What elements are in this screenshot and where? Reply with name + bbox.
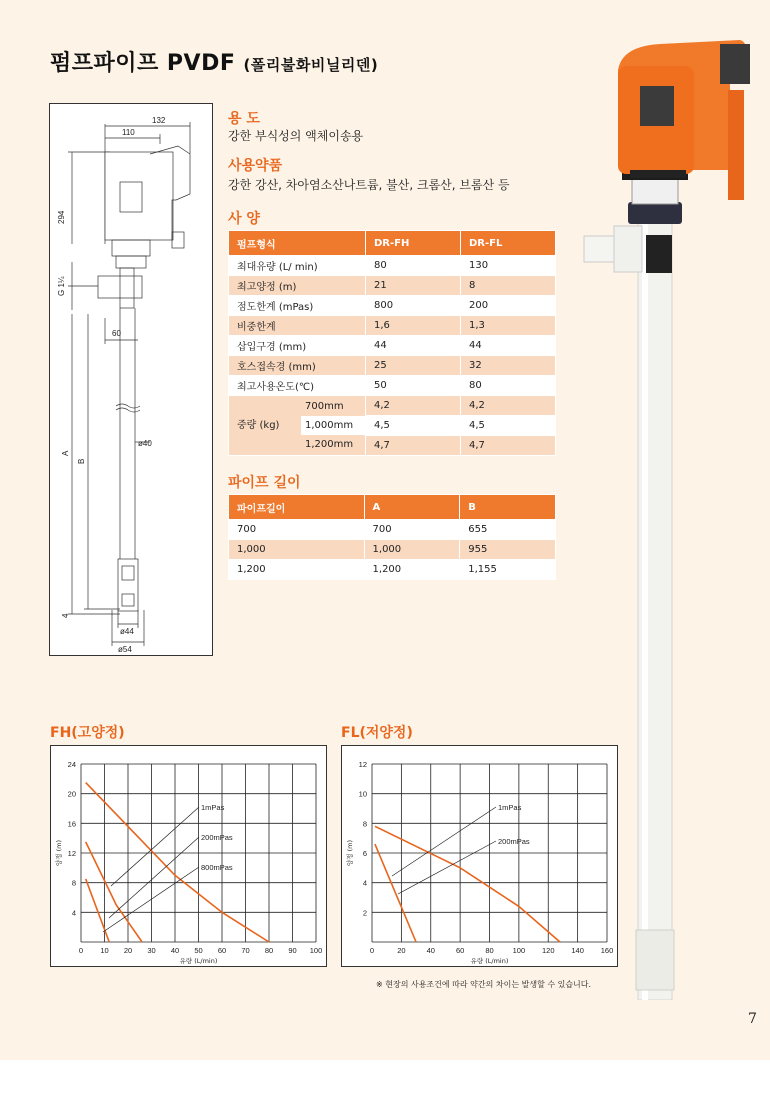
- dim-A: A: [61, 450, 70, 456]
- fh-x-tick: 10: [100, 946, 109, 955]
- usage-text: 강한 부식성의 액체이송용: [228, 129, 364, 143]
- spec-header-cell: 펌프형식: [229, 231, 366, 256]
- table-cell: 1,3: [461, 316, 556, 336]
- pipe-table: [228, 494, 556, 580]
- fh-chart-title: FH(고양정): [50, 725, 125, 741]
- fh-series-2: [86, 879, 110, 942]
- table-cell: 1,155: [460, 560, 556, 580]
- table-cell: 최고사용온도(℃): [229, 376, 366, 396]
- fl-series-0: [375, 826, 560, 942]
- weight-size: 1,200mm: [305, 439, 354, 450]
- fl-series-1: [375, 844, 416, 942]
- table-cell: 삽입구경 (mm): [229, 336, 366, 356]
- fh-x-tick: 30: [147, 946, 156, 955]
- spec-heading: 사 양: [228, 211, 260, 227]
- fh-x-tick: 60: [217, 946, 227, 955]
- fh-x-tick: 40: [170, 946, 180, 955]
- fl-x-tick: 120: [541, 946, 555, 955]
- dim-294: 294: [57, 210, 66, 224]
- usage-heading: 용 도: [228, 111, 260, 127]
- fl-y-label: 양정 (m): [346, 839, 354, 867]
- table-row: [229, 256, 556, 276]
- dim-B: B: [77, 458, 86, 464]
- pipe-header-cell: A: [364, 495, 460, 520]
- table-row: [229, 560, 556, 580]
- fh-y-tick: 12: [67, 849, 76, 858]
- fh-leader-0: [111, 807, 199, 886]
- fl-x-tick: 0: [369, 946, 375, 955]
- table-cell: 점도한계 (mPas): [229, 296, 366, 316]
- fl-x-tick: 100: [512, 946, 526, 955]
- table-cell: 955: [460, 540, 556, 560]
- fh-x-tick: 20: [123, 946, 133, 955]
- table-cell: 32: [461, 356, 556, 376]
- fh-leader-2: [103, 867, 199, 932]
- fh-chart-svg: [51, 746, 326, 966]
- table-cell: 비중한계: [229, 316, 366, 336]
- page-title: [50, 46, 378, 77]
- chemicals-heading: 사용약품: [228, 158, 283, 174]
- fl-chart: [341, 745, 618, 967]
- table-cell: 80: [461, 376, 556, 396]
- weight-size: 700mm: [305, 401, 344, 412]
- table-row: [229, 336, 556, 356]
- fl-annotation-1: 200mPas: [498, 837, 530, 846]
- table-cell: 50: [366, 376, 461, 396]
- table-cell: 700: [229, 520, 365, 540]
- table-cell: 700: [364, 520, 460, 540]
- table-cell: 4,2: [366, 396, 461, 416]
- table-cell: 1,000: [364, 540, 460, 560]
- weight-sizes: [301, 397, 365, 454]
- weight-label-cell: [229, 396, 366, 456]
- dim-ø54: ø54: [118, 645, 132, 654]
- table-cell: 4,5: [366, 416, 461, 436]
- title-sub: (폴리불화비닐리덴): [243, 56, 379, 74]
- table-row: [229, 376, 556, 396]
- dim-ø40: ø40: [138, 439, 152, 448]
- fl-x-tick: 140: [571, 946, 584, 955]
- spec-header-row: [229, 231, 556, 256]
- table-cell: 1,6: [366, 316, 461, 336]
- fh-annotation-0: 1mPas: [201, 803, 225, 812]
- fl-y-tick: 2: [362, 908, 367, 918]
- table-cell: 25: [366, 356, 461, 376]
- fl-x-tick: 160: [600, 946, 614, 955]
- fh-x-label: 유량 (L/min): [179, 957, 218, 965]
- fh-series-1: [86, 842, 142, 942]
- fh-y-label: 양정 (m): [55, 839, 63, 867]
- table-cell: 800: [366, 296, 461, 316]
- footnote: ※ 현장의 사용조건에 따라 약간의 차이는 발생할 수 있습니다.: [376, 980, 592, 989]
- fh-x-tick: 0: [78, 946, 84, 955]
- fl-x-tick: 40: [426, 946, 435, 955]
- spec-header-cell: DR-FL: [461, 231, 556, 256]
- table-cell: 130: [461, 256, 556, 276]
- table-row: [229, 356, 556, 376]
- dimension-drawing: [49, 103, 213, 656]
- fh-annotation-1: 200mPas: [201, 833, 233, 842]
- fh-x-tick: 80: [264, 946, 274, 955]
- weight-label: 중량 (kg): [237, 420, 280, 431]
- fh-y-tick: 16: [67, 819, 76, 829]
- fl-x-tick: 20: [397, 946, 406, 955]
- table-cell: 4,2: [461, 396, 556, 416]
- chemicals-text: 강한 강산, 차아염소산나트륨, 불산, 크롬산, 브롬산 등: [228, 178, 510, 192]
- page-number: 7: [748, 1011, 757, 1027]
- table-row: [229, 396, 556, 416]
- table-cell: 80: [366, 256, 461, 276]
- table-cell: 655: [460, 520, 556, 540]
- fl-y-tick: 4: [362, 878, 367, 888]
- table-cell: 21: [366, 276, 461, 296]
- table-cell: 200: [461, 296, 556, 316]
- fl-chart-svg: [342, 746, 617, 966]
- dim-110: 110: [122, 128, 135, 137]
- fl-y-tick: 12: [358, 760, 367, 769]
- fh-chart: [50, 745, 327, 967]
- table-cell: 최고양정 (m): [229, 276, 366, 296]
- table-cell: 4,7: [366, 436, 461, 456]
- fh-y-tick: 20: [67, 789, 76, 799]
- fl-chart-title: FL(저양정): [341, 725, 413, 741]
- fl-leader-1: [398, 841, 496, 894]
- table-cell: 1,200: [229, 560, 365, 580]
- dim-60: 60: [112, 329, 121, 338]
- table-row: [229, 276, 556, 296]
- weight-size: 1,000mm: [301, 416, 365, 435]
- table-row: [229, 520, 556, 540]
- table-cell: 4,5: [461, 416, 556, 436]
- pipe-header-cell: 파이프길이: [229, 495, 365, 520]
- fh-x-tick: 50: [194, 946, 203, 955]
- pipe-header-row: [229, 495, 556, 520]
- dimension-drawing-svg: [50, 104, 212, 655]
- spec-header-cell: DR-FH: [366, 231, 461, 256]
- table-cell: 1,000: [229, 540, 365, 560]
- fh-x-tick: 70: [241, 946, 250, 955]
- fh-leader-1: [109, 837, 199, 918]
- dim-thread: G 1¼: [57, 276, 66, 296]
- title-main: 펌프파이프 PVDF: [50, 51, 236, 76]
- fl-x-label: 유량 (L/min): [470, 957, 509, 965]
- page-footer-margin: [0, 1060, 770, 1117]
- fl-x-tick: 60: [455, 946, 465, 955]
- fl-annotation-0: 1mPas: [498, 803, 522, 812]
- table-cell: 호스접속경 (mm): [229, 356, 366, 376]
- fh-series-0: [86, 783, 269, 942]
- fh-y-tick: 4: [71, 908, 76, 918]
- table-row: [229, 540, 556, 560]
- fl-y-tick: 8: [362, 819, 367, 829]
- dim-4: 4: [61, 613, 70, 618]
- fh-x-tick: 90: [288, 946, 297, 955]
- table-cell: 8: [461, 276, 556, 296]
- table-cell: 44: [461, 336, 556, 356]
- fl-y-tick: 6: [362, 849, 367, 858]
- fh-annotation-2: 800mPas: [201, 863, 233, 872]
- fl-y-tick: 10: [358, 789, 367, 799]
- pipe-heading: 파이프 길이: [228, 475, 301, 491]
- fl-x-tick: 80: [485, 946, 494, 955]
- table-cell: 1,200: [364, 560, 460, 580]
- dim-ø44: ø44: [120, 627, 134, 636]
- pipe-header-cell: B: [460, 495, 556, 520]
- spec-table: [228, 230, 556, 456]
- table-cell: 최대유량 (L/ min): [229, 256, 366, 276]
- fh-x-tick: 100: [309, 946, 323, 955]
- fh-y-tick: 8: [71, 878, 76, 888]
- table-row: [229, 296, 556, 316]
- dim-132: 132: [152, 116, 166, 125]
- table-cell: 4,7: [461, 436, 556, 456]
- fh-y-tick: 24: [67, 760, 76, 769]
- table-cell: 44: [366, 336, 461, 356]
- table-row: [229, 316, 556, 336]
